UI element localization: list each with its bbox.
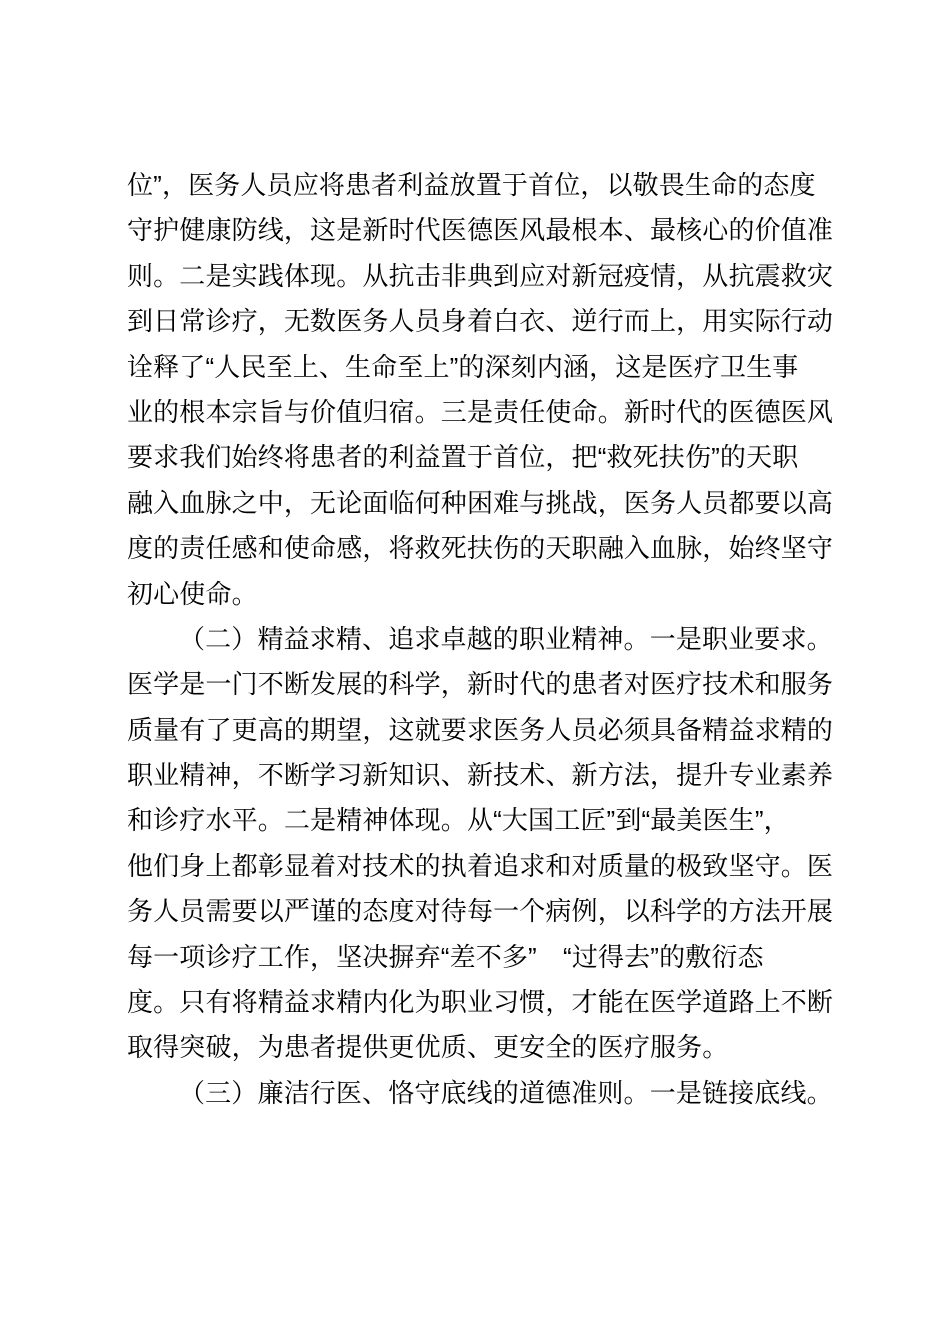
text-line: 度。只有将精益求精内化为职业习惯，才能在医学道路上不断 [127, 987, 834, 1018]
text-block [127, 163, 887, 1116]
text-line: 职业精神，不断学习新知识、新技术、新方法，提升专业素养 [127, 760, 834, 791]
text-line: 务人员需要以严谨的态度对待每一个病例，以科学的方法开展 [127, 896, 834, 927]
paragraph [127, 1071, 887, 1116]
text-line: 每一项诊疗工作，坚决摒弃“差不多” “过得去”的敷衍态 [127, 941, 764, 972]
text-line: 则。二是实践体现。从抗击非典到应对新冠疫情，从抗震救灾 [127, 260, 834, 291]
text-line: 初心使命。 [127, 578, 258, 609]
text-line: 诠释了“人民至上、生命至上”的深刻内涵，这是医疗卫生事 [127, 351, 799, 382]
text-line: 业的根本宗旨与价值归宿。三是责任使命。新时代的医德医风 [127, 396, 834, 427]
text-line: 要求我们始终将患者的利益置于首位，把“救死扶伤”的天职 [127, 442, 799, 473]
text-line: 医学是一门不断发展的科学，新时代的患者对医疗技术和服务 [127, 669, 834, 700]
text-line: 守护健康防线，这是新时代医德医风最根本、最核心的价值准 [127, 215, 834, 246]
text-line: （三）廉洁行医、恪守底线的道德准则。一是链接底线。 [179, 1077, 833, 1108]
paragraph [127, 617, 887, 1071]
text-line: 他们身上都彰显着对技术的执着追求和对质量的极致坚守。医 [127, 850, 834, 881]
text-line: 和诊疗水平。二是精神体现。从“大国工匠”到“最美医生”， [127, 805, 790, 836]
text-line: 质量有了更高的期望，这就要求医务人员必须具备精益求精的 [127, 714, 834, 745]
text-line: 取得突破，为患者提供更优质、更安全的医疗服务。 [127, 1032, 729, 1063]
text-line: 位”，医务人员应将患者利益放置于首位，以敬畏生命的态度 [127, 170, 816, 200]
text-line: （二）精益求精、追求卓越的职业精神。一是职业要求。 [179, 623, 833, 654]
paragraph [127, 163, 887, 617]
text-line: 到日常诊疗，无数医务人员身着白衣、逆行而上，用实际行动 [127, 306, 834, 337]
text-line: 度的责任感和使命感，将救死扶伤的天职融入血脉，始终坚守 [127, 533, 834, 564]
text-line: 融入血脉之中，无论面临何种困难与挑战，医务人员都要以高 [127, 487, 834, 518]
